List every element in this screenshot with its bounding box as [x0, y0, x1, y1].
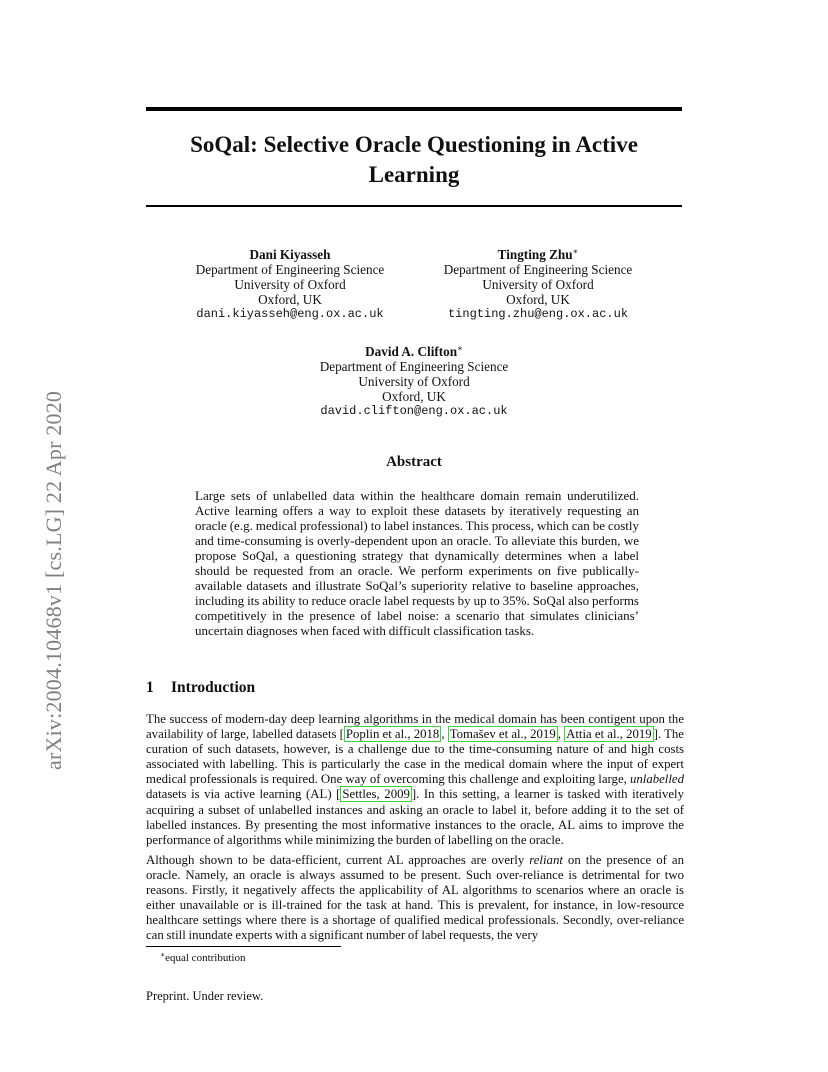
author-mark: ∗	[457, 343, 463, 353]
title-rule-bottom	[146, 205, 682, 207]
author-email[interactable]: david.clifton@eng.ox.ac.uk	[320, 404, 508, 418]
text-run: datasets is via active learning (AL) [	[146, 787, 341, 802]
footnote-text: equal contribution	[165, 952, 246, 964]
footnote-rule	[146, 946, 341, 947]
citation-link[interactable]: Settles, 2009	[342, 787, 410, 802]
author-univ: University of Oxford	[482, 277, 594, 292]
author-mark: ∗	[572, 246, 579, 256]
paper-title: SoQal: Selective Oracle Questioning in Active Learning	[190, 132, 638, 187]
author-block-3	[294, 341, 534, 419]
abstract-text: Large sets of unlabelled data within the healthcare domain remain underutilized. Active learning offers a way to exploit these datasets by iteratively requesting an oracle (e.g. medical professional) to label instances. This process, which can be costly and time-consuming is overly-dependent upon an oracle. To alleviate this burden, we propose SoQal, a questioning strategy that dynamically determines when a label should be requested from an oracle. We perform experiments on five publically-available datasets and illustrate SoQal’s superiority relative to baseline approaches, including its ability to reduce oracle label requests by up to 35%. SoQal also performs competitively in the presence of label noise: a scenario that simulates clinicians’ uncertain diagnoses when faced with difficult classification tasks.	[195, 488, 639, 638]
text-run: ,	[557, 727, 565, 742]
section-number: 1	[146, 679, 154, 696]
author-name: Dani Kiyasseh	[249, 247, 331, 262]
preprint-notice: Preprint. Under review.	[146, 989, 264, 1003]
author-univ: University of Oxford	[234, 277, 346, 292]
author-location: Oxford, UK	[382, 389, 446, 404]
citation-link[interactable]: Tomašev et al., 2019	[449, 727, 556, 742]
title-rule-top	[146, 107, 682, 111]
author-name: Tingting Zhu	[497, 247, 573, 262]
author-univ: University of Oxford	[358, 374, 470, 389]
author-dept: Department of Engineering Science	[443, 262, 633, 277]
text-run: The success of modern-day deep learning algorithms in the medical domain has been contigent upon the availability of large, labelled datasets [	[146, 712, 684, 742]
author-name: David A. Clifton	[365, 344, 458, 359]
text-run: ]. In this setting, a learner is tasked with iteratively acquiring a subset of unlabelled instances and asking an oracle to label it, before adding it to the set of labelled instances. By presenting the most informative instances to the oracle, AL aims to improve the performance of algorithms while minimizing the burden of labelling on the oracle.	[146, 787, 684, 847]
text-run: on the presence of an oracle. Namely, an oracle is always assumed to be present. Such over-reliance is detrimental for two reasons. Firstly, it negatively affects the applicability of AL algorithms to scenarios where an oracle is either unavailable or is ill-trained for the task at hand. This is prevalent, for instance, in low-resource healthcare settings where there is a shortage of qualified medical professionals. Secondly, over-reliance can still inundate experts with a significant number of label requests, the very	[146, 853, 684, 943]
text-run: Although shown to be data-efficient, current AL approaches are overly	[146, 853, 530, 867]
emphasis-text: unlabelled	[629, 772, 684, 787]
intro-paragraph-2	[146, 853, 684, 944]
text-run: ]. The curation of such datasets, however, is a challenge due to the time-consuming nature of and high costs associated with labelling. This is particularly the case in the medical domain where the input of expert medical professionals is required. One way of overcoming this challenge and exploiting large,	[146, 727, 684, 787]
footnote	[160, 950, 245, 964]
author-email[interactable]: dani.kiyasseh@eng.ox.ac.uk	[196, 307, 384, 321]
footnote-mark: ∗	[160, 950, 166, 959]
abstract-heading: Abstract	[386, 454, 442, 470]
text-run: ,	[441, 727, 448, 742]
author-location: Oxford, UK	[506, 292, 570, 307]
arxiv-sidebar-stamp: arXiv:2004.10468v1 [cs.LG] 22 Apr 2020	[41, 390, 66, 770]
author-email[interactable]: tingting.zhu@eng.ox.ac.uk	[447, 307, 629, 321]
author-block-2	[418, 244, 658, 322]
intro-paragraph-1	[146, 712, 684, 848]
author-dept: Department of Engineering Science	[195, 262, 385, 277]
emphasis-text: reliant	[529, 853, 563, 867]
section-title: Introduction	[171, 679, 256, 696]
author-block-1	[170, 244, 410, 322]
citation-link[interactable]: Attia et al., 2019	[566, 727, 652, 742]
citation-link[interactable]: Poplin et al., 2018	[345, 727, 440, 742]
author-dept: Department of Engineering Science	[319, 359, 509, 374]
section-heading-introduction	[146, 679, 255, 697]
author-location: Oxford, UK	[258, 292, 322, 307]
